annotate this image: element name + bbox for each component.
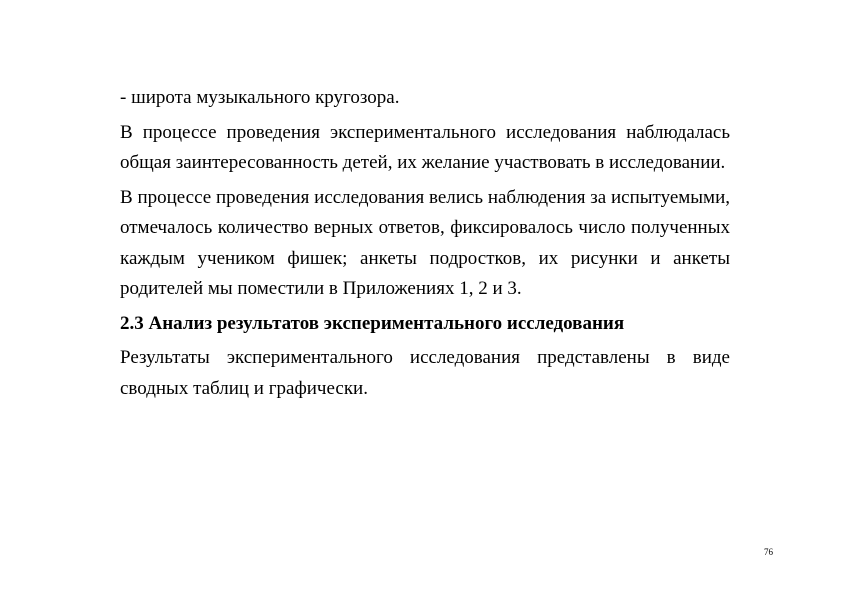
page-content	[120, 83, 730, 404]
page-number: 76	[764, 547, 773, 557]
body-paragraph: В процессе проведения экспериментального исследования наблюдалась общая заинтересованность детей, их желание участвовать в исследовании.	[120, 121, 730, 173]
body-paragraph: В процессе проведения исследования велись наблюдения за испытуемыми, отмечалось количество верных ответов, фиксировалось число полученных каждым учеником фишек; анкеты подростков, их рисунки и анкеты родителей мы поместили в Приложениях 1, 2 и 3.	[120, 186, 730, 299]
section-heading: 2.3 Анализ результатов экспериментального исследования	[120, 312, 625, 334]
list-item-paragraph: - широта музыкального кругозора.	[120, 87, 400, 108]
body-paragraph: Результаты экспериментального исследования представлены в виде сводных таблиц и графически.	[120, 347, 730, 399]
